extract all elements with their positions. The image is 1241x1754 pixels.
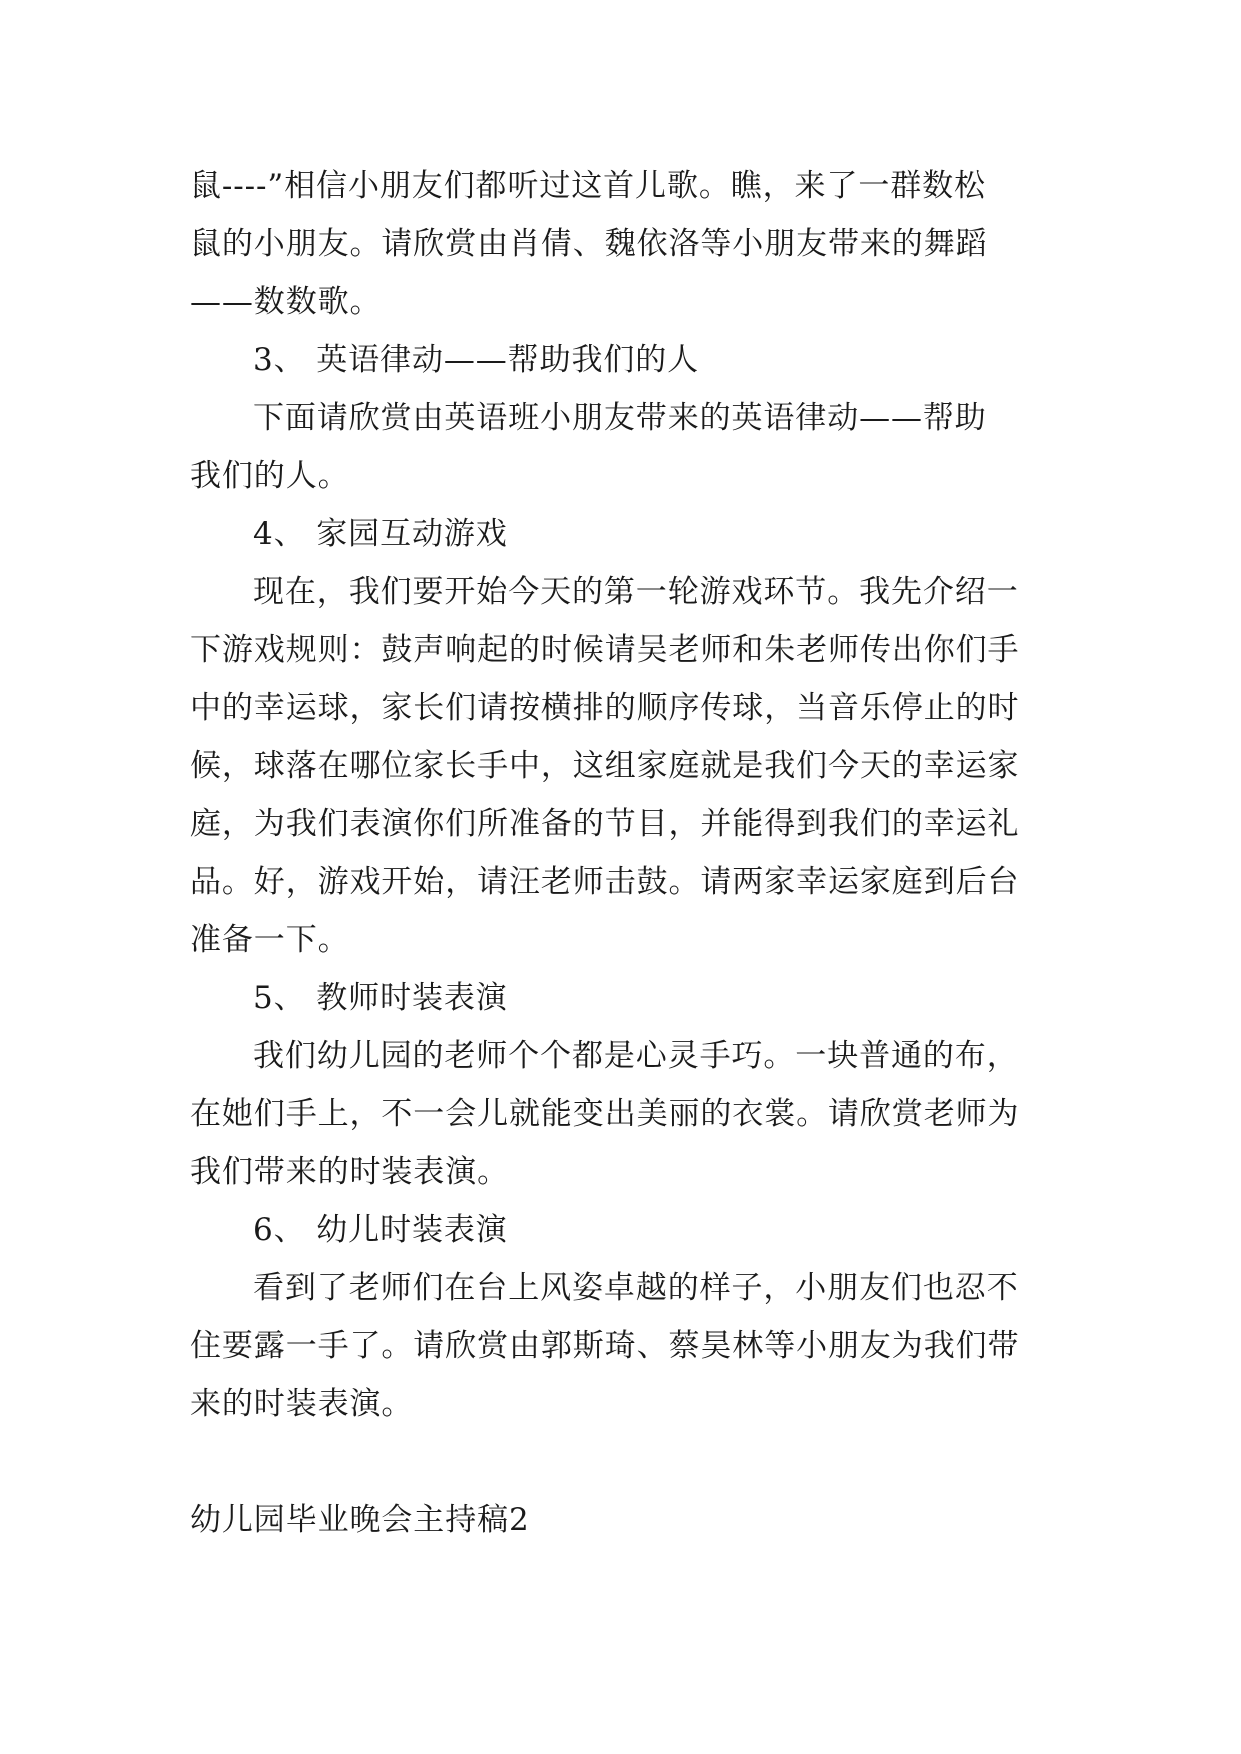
text-line: 住要露一手了。请欣赏由郭斯琦、蔡昊林等小朋友为我们带: [190, 1328, 1020, 1364]
text-line: 我们幼儿园的老师个个都是心灵手巧。一块普通的布，: [253, 1038, 1019, 1074]
text-line: 我们的人。: [190, 458, 350, 494]
text-line: 鼠----”相信小朋友们都听过这首儿歌。瞧，来了一群数松: [190, 168, 986, 204]
document-title: 幼儿园毕业晚会主持稿2: [190, 1502, 530, 1538]
text-line: 看到了老师们在台上风姿卓越的样子，小朋友们也忍不: [253, 1270, 1019, 1306]
text-line: ——数数歌。: [190, 284, 382, 320]
text-line: 庭，为我们表演你们所准备的节目，并能得到我们的幸运礼: [190, 806, 1020, 842]
text-line: 下游戏规则：鼓声响起的时候请吴老师和朱老师传出你们手: [190, 632, 1020, 668]
section-heading: 3、 英语律动——帮助我们的人: [253, 342, 700, 378]
text-line: 候，球落在哪位家长手中，这组家庭就是我们今天的幸运家: [190, 748, 1020, 784]
text-line: 鼠的小朋友。请欣赏由肖倩、魏依洛等小朋友带来的舞蹈: [190, 226, 988, 262]
section-heading: 4、 家园互动游戏: [253, 516, 508, 552]
section-heading: 6、 幼儿时装表演: [253, 1212, 508, 1248]
text-line: 现在，我们要开始今天的第一轮游戏环节。我先介绍一: [253, 574, 1019, 610]
text-line: 下面请欣赏由英语班小朋友带来的英语律动——帮助: [253, 400, 987, 436]
text-line: 准备一下。: [190, 922, 350, 958]
text-line: 在她们手上，不一会儿就能变出美丽的衣裳。请欣赏老师为: [190, 1096, 1020, 1132]
text-line: 我们带来的时装表演。: [190, 1154, 509, 1190]
section-heading: 5、 教师时装表演: [253, 980, 508, 1016]
text-line: 品。好，游戏开始，请汪老师击鼓。请两家幸运家庭到后台: [190, 864, 1020, 900]
text-line: 中的幸运球，家长们请按横排的顺序传球，当音乐停止的时: [190, 690, 1020, 726]
text-line: 来的时装表演。: [190, 1386, 414, 1422]
